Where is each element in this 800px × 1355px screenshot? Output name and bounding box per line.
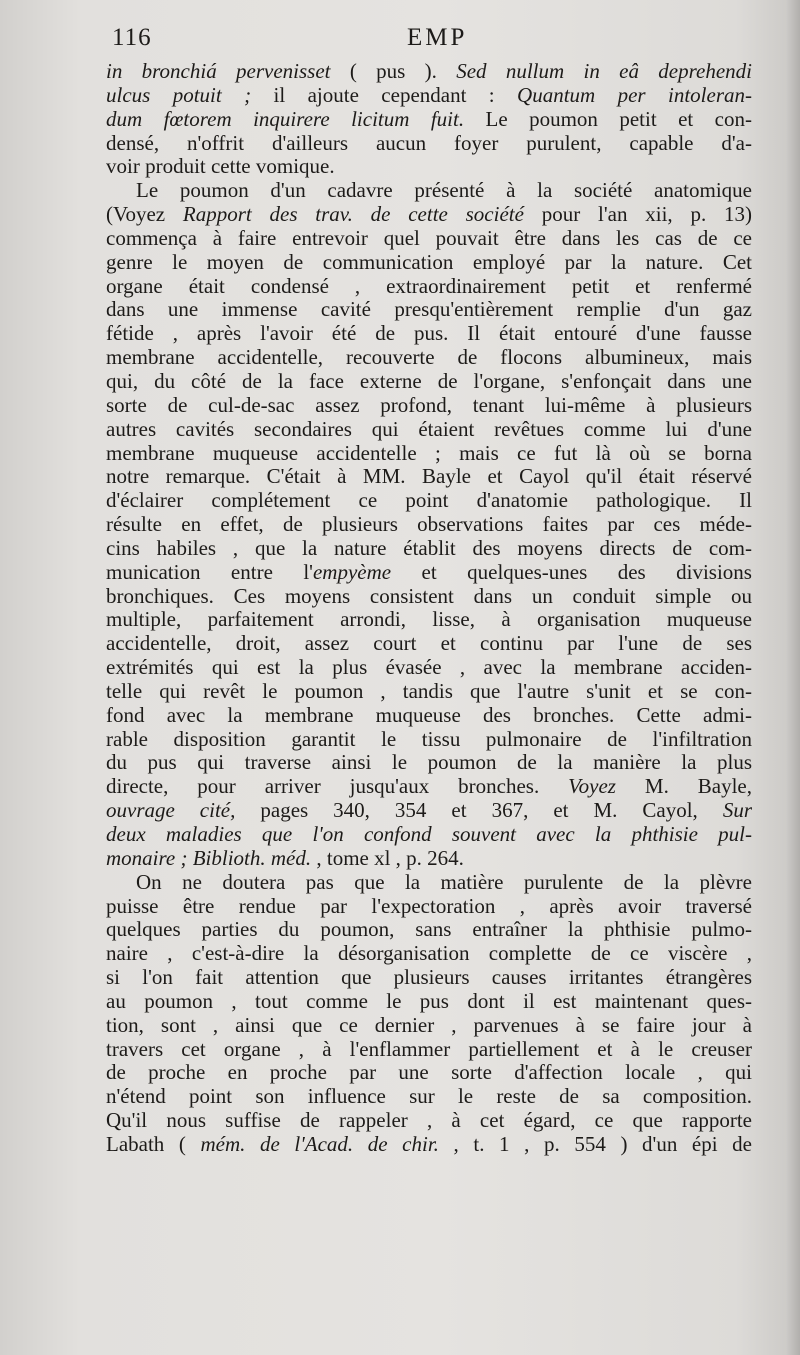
text-line: Le poumon d'un cadavre présenté à la société anatomique [136,179,752,203]
italic-phrase: ulcus potuit ; [106,83,252,107]
text-line: dum fœtorem inquirere licitum fuit. Le poumon petit et con- [106,107,752,131]
text-line: Labath ( mém. de l'Acad. de chir. , t. 1 , p. 554 ) d'un épi de [106,1132,752,1156]
text-line: ulcus potuit ; il ajoute cependant : Quantum per intoleran- [106,83,752,107]
text-line: naire , c'est-à-dire la désorganisation complette de ce viscère , [106,942,752,966]
text-line: autres cavités secondaires qui étaient revêtues comme lui d'une [106,417,752,441]
text-line: ouvrage cité, pages 340, 354 et 367, et M. Cayol, Sur [106,799,752,823]
text-line: d'éclairer complétement ce point d'anatomie pathologique. Il [106,489,752,513]
italic-phrase: mém. de l'Acad. de chir. [200,1132,439,1156]
text-line: densé, n'offrit d'ailleurs aucun foyer purulent, capable d'a- [106,131,752,155]
italic-phrase: in bronchiá pervenisset [106,60,331,83]
text-line: On ne doutera pas que la matière purulente de la plèvre [136,870,752,894]
text-line: Qu'il nous suffise de rappeler , à cet égard, ce que rapporte [106,1109,752,1133]
text-line: rable disposition garantit le tissu pulmonaire de l'infiltration [106,727,752,751]
text-line: multiple, parfaitement arrondi, lisse, à organisation muqueuse [106,608,752,632]
text-line: genre le moyen de communication employé par la nature. Cet [106,250,752,274]
text-line: voir produit cette vomique. [106,155,335,179]
italic-phrase: empyème [312,560,392,584]
page-number: 116 [112,24,152,51]
italic-phrase: deux maladies que l'on confond souvent avec la phthisie pul- [106,823,752,846]
text-line: commença à faire entrevoir quel pouvait être dans les cas de ce [106,226,752,250]
italic-phrase: Quantum per intoleran- [517,83,752,107]
italic-phrase: Sed nullum in eâ deprehendi [456,60,752,83]
page-header [112,24,752,54]
text-line: du pus qui traverse ainsi le poumon de la manière la plus [106,751,752,775]
page-gutter-shadow [786,0,800,1355]
text-line: travers cet organe , à l'enflammer partiellement et à le creuser [106,1037,752,1061]
italic-phrase: monaire ; Biblioth. méd. [106,846,312,870]
text-line: résulte en effet, de plusieurs observations faites par ces méde- [106,513,752,537]
text-line: quelques parties du poumon, sans entraîner la phthisie pulmo- [106,918,752,942]
text-line: sorte de cul-de-sac assez profond, tenant lui-même à plusieurs [106,393,752,417]
text-line: munication entre l'empyème et quelques-unes des divisions [106,560,752,584]
italic-phrase: dum fœtorem inquirere licitum fuit. [106,107,465,131]
text-line: n'étend point son influence sur le reste de sa composition. [106,1085,752,1109]
body-text [106,60,752,1157]
text-line: puisse être rendue par l'expectoration , après avoir traversé [106,894,752,918]
text-line: au poumon , tout comme le pus dont il est maintenant ques- [106,989,752,1013]
text-line: fond avec la membrane muqueuse des bronches. Cette admi- [106,703,752,727]
text-line: organe était condensé , extraordinairement petit et renfermé [106,274,752,298]
text-line: directe, pour arriver jusqu'aux bronches. Voyez M. Bayle, [106,775,752,799]
text-line: tion, sont , ainsi que ce dernier , parvenues à se faire jour à [106,1013,752,1037]
text-line: qui, du côté de la face externe de l'organe, s'enfonçait dans une [106,369,752,393]
text-line: (Voyez Rapport des trav. de cette société pour l'an xii, p. 13) [106,203,752,227]
text-line: bronchiques. Ces moyens consistent dans un conduit simple ou [106,584,752,608]
text-line: de proche en proche par une sorte d'affection locale , qui [106,1061,752,1085]
text-line [106,823,752,847]
text-line: cins habiles , que la nature établit des moyens directs de com- [106,536,752,560]
text-line: si l'on fait attention que plusieurs causes irritantes étrangères [106,966,752,990]
text-line: extrémités qui est la plus évasée , avec la membrane acciden- [106,656,752,680]
text-line: dans une immense cavité presqu'entièrement remplie d'un gaz [106,298,752,322]
text-line: fétide , après l'avoir été de pus. Il était entouré d'une fausse [106,322,752,346]
italic-phrase: Sur [722,799,752,823]
text-line: monaire ; Biblioth. méd. , tome xl , p. 264. [106,846,464,870]
text-line: membrane muqueuse accidentelle ; mais ce fut là où se borna [106,441,752,465]
text-line: notre remarque. C'était à MM. Bayle et Cayol qu'il était réservé [106,465,752,489]
text-line: accidentelle, droit, assez court et continu par l'une de ses [106,632,752,656]
text-line: in bronchiá pervenisset ( pus ). Sed nullum in eâ deprehendi [106,60,752,83]
text-line: telle qui revêt le poumon , tandis que l'autre s'unit et se con- [106,679,752,703]
text-line: membrane accidentelle, recouverte de flocons albumineux, mais [106,346,752,370]
italic-phrase: Rapport des trav. de cette société [182,203,524,227]
running-head: EMP [407,24,468,51]
italic-phrase: Voyez [568,775,616,799]
italic-phrase: ouvrage cité, [106,799,236,823]
